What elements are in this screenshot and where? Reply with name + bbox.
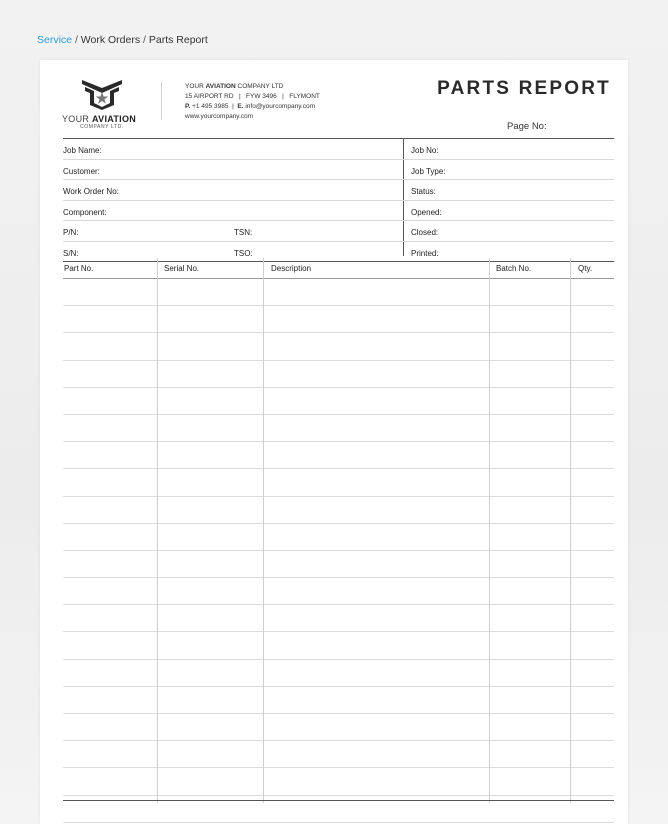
table-row[interactable] — [63, 660, 614, 687]
table-row[interactable] — [63, 551, 614, 578]
table-row[interactable] — [63, 361, 614, 388]
column-header-qty: Qty. — [578, 264, 593, 273]
breadcrumb-separator: / — [143, 34, 146, 46]
breadcrumb-link-service[interactable]: Service — [37, 34, 73, 46]
column-divider — [570, 258, 571, 803]
tsn-label: TSN: — [234, 228, 253, 237]
printed-label: Printed: — [411, 248, 439, 258]
table-row[interactable] — [63, 632, 614, 659]
table-row[interactable] — [63, 687, 614, 714]
work-order-no-label: Work Order No: — [63, 187, 119, 196]
company-address-line: 15 AIRPORT RD | FYW 3496 | FLYMONT — [185, 93, 320, 100]
company-details — [185, 82, 320, 122]
company-name-line: YOUR AVIATION COMPANY LTD — [185, 83, 284, 90]
info-row — [63, 201, 614, 222]
table-row[interactable] — [63, 605, 614, 632]
column-header-description: Description — [271, 264, 312, 273]
column-divider — [263, 258, 264, 803]
table-row[interactable] — [63, 333, 614, 360]
breadcrumb-link-work-orders[interactable]: Work Orders — [80, 34, 141, 46]
winged-star-emblem-icon — [80, 76, 124, 110]
table-row[interactable] — [63, 442, 614, 469]
info-row — [63, 139, 614, 160]
breadcrumb-current: Parts Report — [148, 34, 208, 46]
table-bottom-rule — [63, 800, 614, 801]
job-type-label: Job Type: — [411, 166, 446, 176]
column-header-serial-no: Serial No. — [164, 264, 200, 273]
breadcrumb-separator: / — [74, 34, 78, 46]
company-website: www.yourcompany.com — [185, 113, 254, 120]
table-row[interactable] — [63, 469, 614, 496]
pn-label: P/N: — [63, 228, 79, 237]
parts-table-header — [63, 258, 614, 279]
column-divider — [489, 258, 490, 803]
status-label: Status: — [411, 187, 436, 196]
logo-wordmark: YOUR AVIATION — [62, 114, 137, 124]
table-row[interactable] — [63, 578, 614, 605]
column-header-batch-no: Batch No. — [496, 264, 532, 273]
customer-label: Customer: — [63, 166, 100, 176]
info-row — [63, 221, 614, 242]
parts-table-body — [63, 279, 614, 823]
closed-label: Closed: — [411, 228, 439, 237]
table-row[interactable] — [63, 714, 614, 741]
logo-subtitle: COMPANY LTD. — [80, 124, 124, 130]
page-number-label: Page No: — [507, 121, 547, 132]
company-contact-line: P. +1 495 3985 | E. info@yourcompany.com — [185, 103, 316, 110]
component-label: Component: — [63, 207, 107, 217]
table-row[interactable] — [63, 415, 614, 442]
company-logo — [62, 74, 144, 130]
table-row[interactable] — [63, 279, 614, 306]
parts-table — [63, 258, 614, 823]
job-info-grid — [63, 138, 614, 262]
table-row[interactable] — [63, 306, 614, 333]
table-row[interactable] — [63, 497, 614, 524]
column-divider — [157, 258, 158, 803]
job-name-label: Job Name: — [63, 146, 102, 155]
column-header-part-no: Part No. — [64, 264, 94, 273]
table-row[interactable] — [63, 388, 614, 415]
breadcrumb — [37, 34, 208, 46]
table-row[interactable] — [63, 741, 614, 768]
parts-report-sheet — [40, 60, 628, 824]
page-title: PARTS REPORT — [437, 78, 611, 99]
sn-label: S/N: — [63, 248, 79, 258]
info-row — [63, 160, 614, 181]
table-row[interactable] — [63, 768, 614, 795]
job-no-label: Job No: — [411, 146, 439, 155]
header-divider — [161, 82, 162, 120]
opened-label: Opened: — [411, 207, 442, 217]
table-row[interactable] — [63, 524, 614, 551]
info-row — [63, 180, 614, 201]
tso-label: TSO: — [234, 248, 253, 258]
